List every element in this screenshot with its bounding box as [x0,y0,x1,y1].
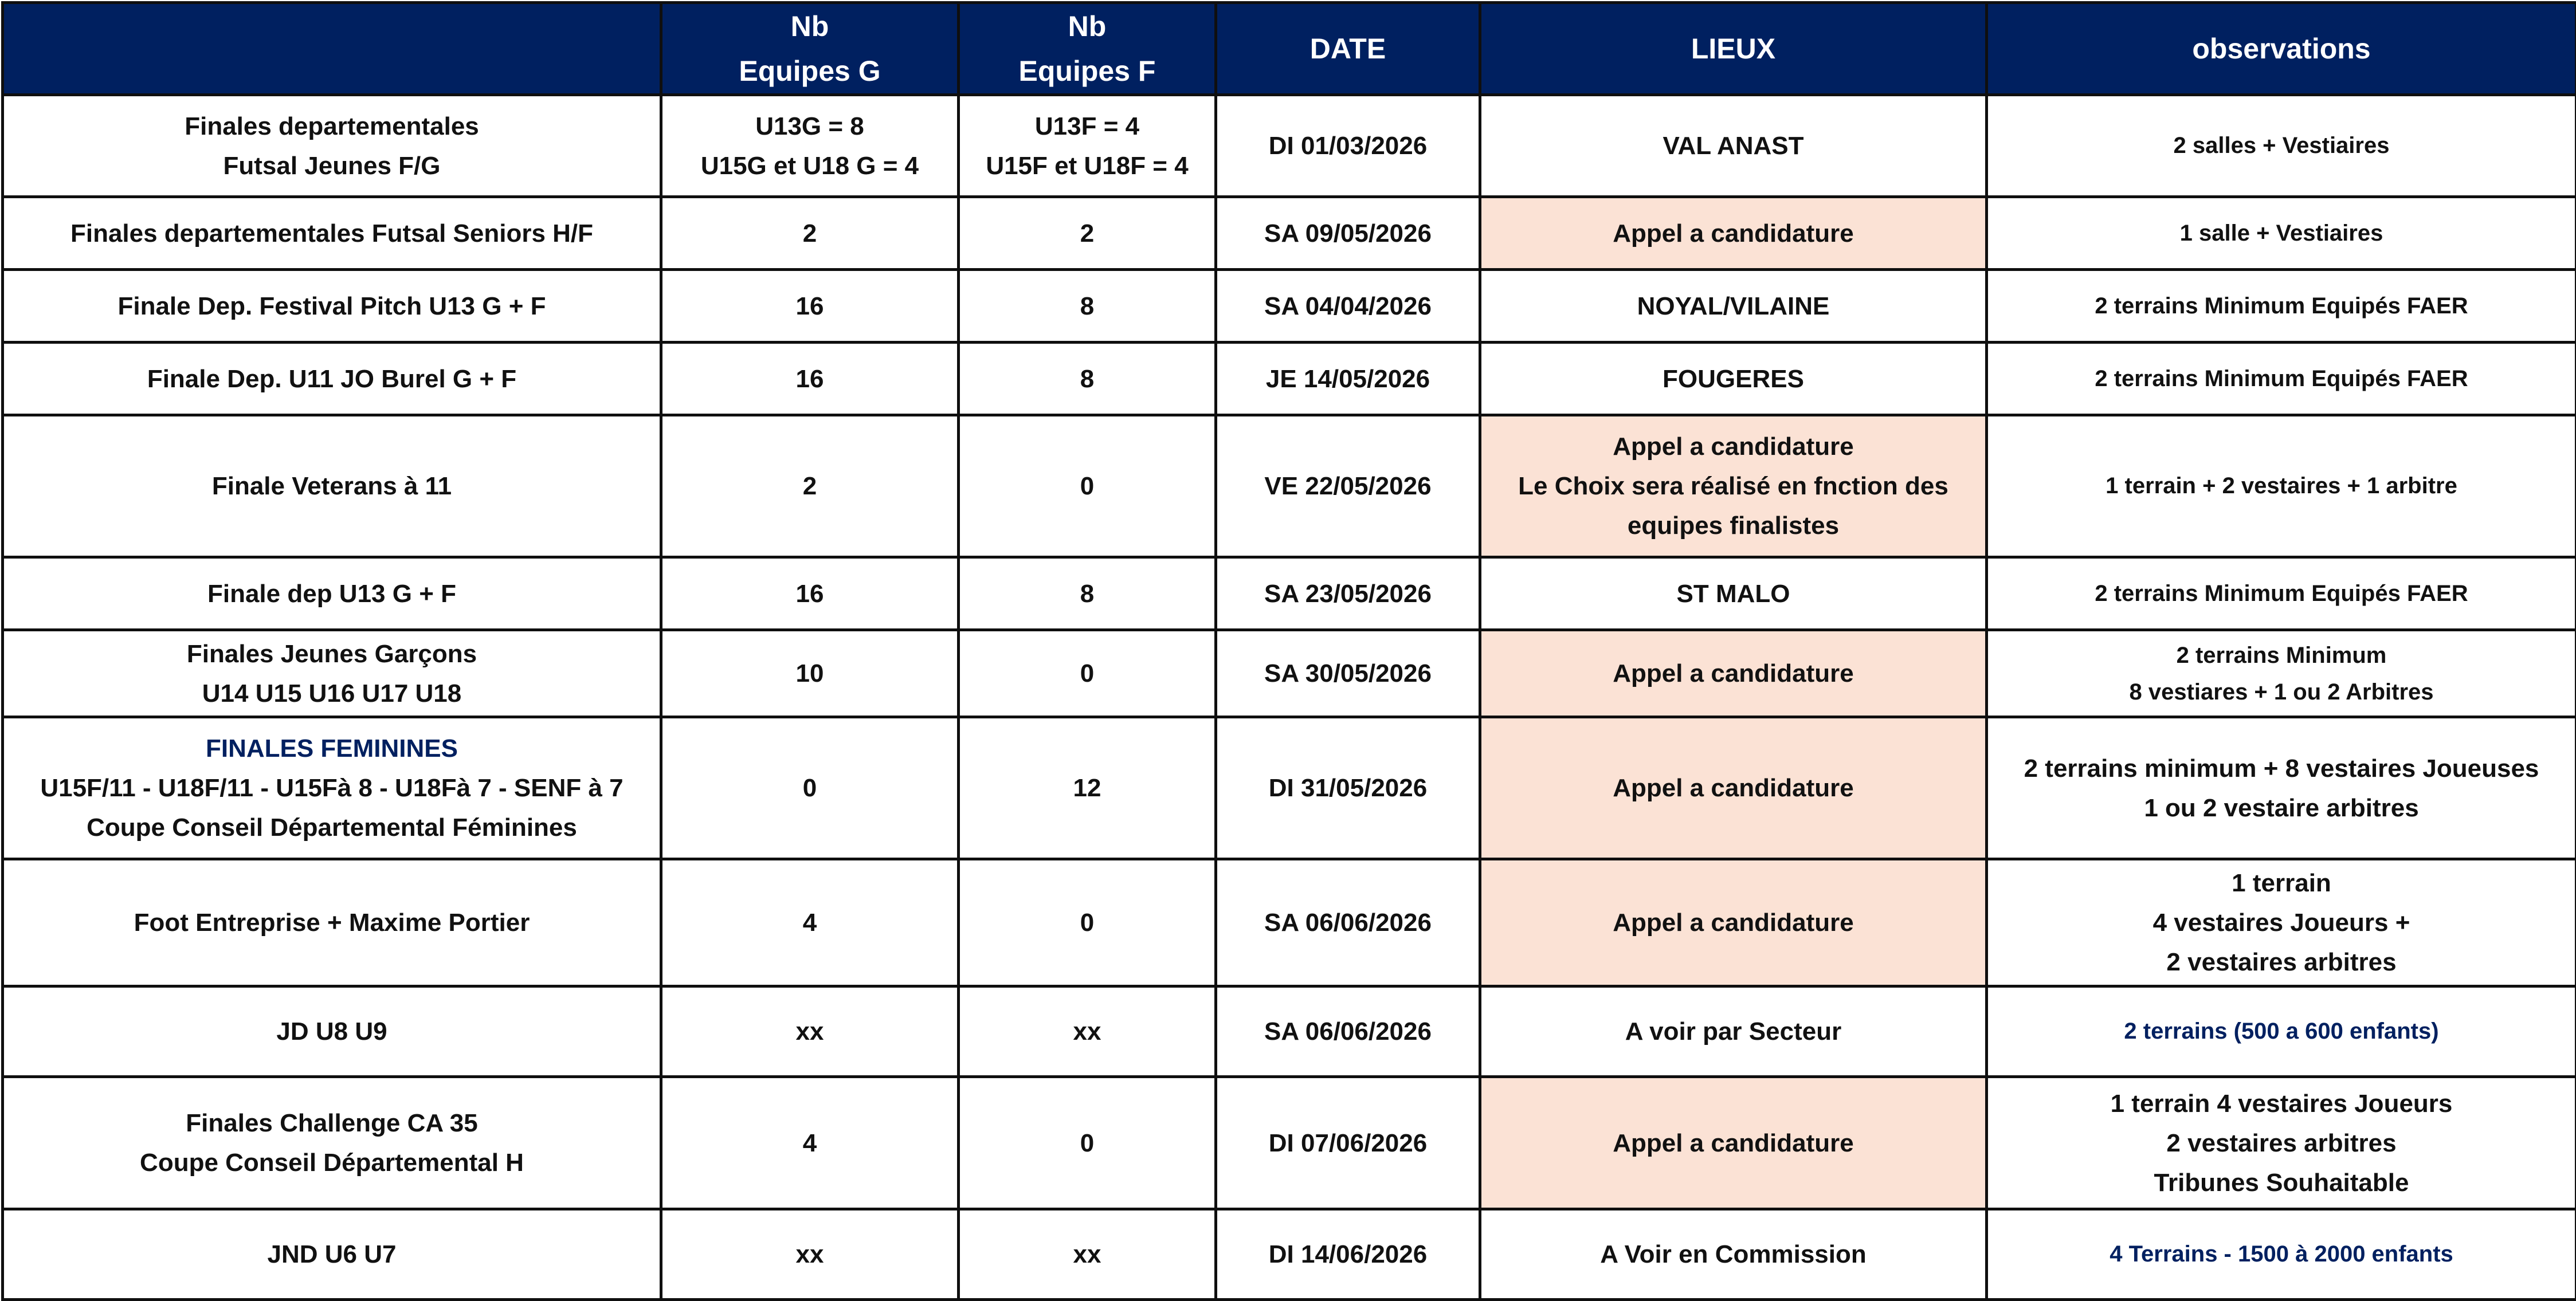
table-row [3,270,2576,343]
header-equipes-g [661,3,959,95]
lieux-cell [1480,270,1987,343]
observations-cell [1987,270,2576,343]
event-cell [3,197,661,270]
equipes-g-line: 4 [669,1123,950,1163]
lieux-line: NOYAL/VILAINE [1488,286,1978,326]
header-date: DATE [1216,3,1480,95]
equipes-f-line: xx [967,1235,1207,1274]
observations-line: 1 ou 2 vestaire arbitres [1995,788,2568,828]
event-cell [3,557,661,630]
observations-line: 2 salles + Vestiaires [1995,126,2568,166]
equipes-g-line: 4 [669,903,950,942]
event-line: FINALES FEMININES [11,729,653,768]
table-row [3,1077,2576,1209]
header-event [3,3,661,95]
equipes-f-line: 0 [967,654,1207,693]
equipes-g-line: U15G et U18 G = 4 [669,146,950,186]
header-equipes-g-line2: Equipes G [669,49,950,93]
lieux-line: FOUGERES [1488,359,1978,399]
equipes-f-line: U15F et U18F = 4 [967,146,1207,186]
event-line: JD U8 U9 [11,1012,653,1051]
date-cell: SA 23/05/2026 [1216,557,1480,630]
date-cell: SA 04/04/2026 [1216,270,1480,343]
lieux-cell [1480,1209,1987,1300]
lieux-cell [1480,717,1987,859]
lieux-line: Appel a candidature [1488,427,1978,466]
equipes-g-cell [661,197,959,270]
event-line: Finales Jeunes Garçons [11,634,653,674]
equipes-g-line: 0 [669,768,950,808]
lieux-cell [1480,343,1987,415]
event-cell [3,1209,661,1300]
lieux-cell [1480,95,1987,197]
date-cell: SA 09/05/2026 [1216,197,1480,270]
equipes-f-cell [959,717,1216,859]
lieux-cell [1480,415,1987,557]
event-line: Finale Dep. Festival Pitch U13 G + F [11,286,653,326]
event-line: Finales Challenge CA 35 [11,1103,653,1143]
equipes-g-cell [661,557,959,630]
event-line: Finales departementales Futsal Seniors H/F [11,214,653,253]
lieux-line: Appel a candidature [1488,768,1978,808]
equipes-f-cell [959,557,1216,630]
event-line: Finale dep U13 G + F [11,574,653,614]
event-line: Futsal Jeunes F/G [11,146,653,186]
equipes-g-cell [661,270,959,343]
equipes-f-cell [959,95,1216,197]
equipes-f-cell [959,630,1216,717]
lieux-cell [1480,197,1987,270]
equipes-g-cell [661,1077,959,1209]
equipes-f-cell [959,415,1216,557]
observations-cell [1987,343,2576,415]
equipes-f-cell [959,1209,1216,1300]
observations-cell [1987,630,2576,717]
lieux-cell [1480,630,1987,717]
equipes-f-line: 2 [967,214,1207,253]
equipes-f-line: 0 [967,466,1207,506]
observations-line: 4 vestaires Joueurs + [1995,903,2568,942]
event-line: Finales departementales [11,107,653,146]
observations-cell [1987,859,2576,986]
equipes-f-line: 12 [967,768,1207,808]
lieux-cell [1480,1077,1987,1209]
equipes-f-cell [959,859,1216,986]
observations-cell [1987,197,2576,270]
date-cell: DI 01/03/2026 [1216,95,1480,197]
table-row [3,859,2576,986]
date-cell: DI 31/05/2026 [1216,717,1480,859]
event-line: Finale Dep. U11 JO Burel G + F [11,359,653,399]
lieux-line: equipes finalistes [1488,506,1978,545]
lieux-line: Appel a candidature [1488,214,1978,253]
lieux-line: Le Choix sera réalisé en fnction des [1488,466,1978,506]
observations-cell [1987,986,2576,1077]
equipes-g-line: 16 [669,574,950,614]
lieux-line: Appel a candidature [1488,654,1978,693]
equipes-f-line: 0 [967,903,1207,942]
event-line: Coupe Conseil Départemental H [11,1143,653,1182]
date-cell: VE 22/05/2026 [1216,415,1480,557]
event-cell [3,270,661,343]
table-row [3,986,2576,1077]
lieux-line: Appel a candidature [1488,1123,1978,1163]
equipes-f-cell [959,343,1216,415]
observations-line: 1 salle + Vestiaires [1995,214,2568,253]
equipes-g-cell [661,343,959,415]
equipes-f-line: 8 [967,359,1207,399]
observations-line: 2 terrains Minimum Equipés FAER [1995,286,2568,326]
equipes-f-line: 0 [967,1123,1207,1163]
equipes-f-line: 8 [967,286,1207,326]
lieux-line: ST MALO [1488,574,1978,614]
header-row [3,3,2576,95]
event-cell [3,630,661,717]
observations-cell [1987,95,2576,197]
table-row [3,1209,2576,1300]
observations-line: 4 Terrains - 1500 à 2000 enfants [1995,1235,2568,1274]
event-line: Foot Entreprise + Maxime Portier [11,903,653,942]
equipes-g-line: 16 [669,286,950,326]
date-cell: SA 06/06/2026 [1216,986,1480,1077]
event-cell [3,415,661,557]
event-cell [3,859,661,986]
header-equipes-f-line2: Equipes F [967,49,1207,93]
header-equipes-f-line1: Nb [967,4,1207,49]
equipes-g-line: U13G = 8 [669,107,950,146]
header-observations: observations [1987,3,2576,95]
observations-line: 1 terrain 4 vestaires Joueurs [1995,1084,2568,1123]
date-cell: SA 06/06/2026 [1216,859,1480,986]
equipes-f-line: 8 [967,574,1207,614]
equipes-g-cell [661,630,959,717]
table-row [3,415,2576,557]
table-row [3,343,2576,415]
equipes-g-line: 2 [669,214,950,253]
event-line: U15F/11 - U18F/11 - U15Fà 8 - U18Fà 7 - SENF à 7 [11,768,653,808]
header-equipes-f [959,3,1216,95]
lieux-line: VAL ANAST [1488,126,1978,166]
observations-line: 8 vestiares + 1 ou 2 Arbitres [1995,674,2568,710]
lieux-line: A voir par Secteur [1488,1012,1978,1051]
event-line: JND U6 U7 [11,1235,653,1274]
equipes-f-line: U13F = 4 [967,107,1207,146]
equipes-g-line: 10 [669,654,950,693]
equipes-g-cell [661,95,959,197]
observations-line: 2 vestaires arbitres [1995,1123,2568,1163]
lieux-line: A Voir en Commission [1488,1235,1978,1274]
equipes-g-cell [661,1209,959,1300]
observations-cell [1987,1209,2576,1300]
table-row [3,630,2576,717]
table-row [3,197,2576,270]
lieux-cell [1480,859,1987,986]
equipes-f-cell [959,1077,1216,1209]
equipes-g-line: 16 [669,359,950,399]
observations-cell [1987,557,2576,630]
observations-line: 1 terrain [1995,863,2568,903]
observations-line: 2 terrains (500 a 600 enfants) [1995,1012,2568,1051]
observations-line: 2 vestaires arbitres [1995,942,2568,982]
table-row [3,95,2576,197]
event-line: U14 U15 U16 U17 U18 [11,674,653,713]
equipes-g-line: 2 [669,466,950,506]
lieux-line: Appel a candidature [1488,903,1978,942]
date-cell: JE 14/05/2026 [1216,343,1480,415]
equipes-f-cell [959,270,1216,343]
observations-line: 2 terrains minimum + 8 vestaires Joueuses [1995,749,2568,788]
table-row [3,717,2576,859]
date-cell: DI 07/06/2026 [1216,1077,1480,1209]
event-cell [3,717,661,859]
observations-line: Tribunes Souhaitable [1995,1163,2568,1202]
equipes-g-cell [661,415,959,557]
event-cell [3,1077,661,1209]
equipes-g-cell [661,717,959,859]
table-row [3,557,2576,630]
event-line: Finale Veterans à 11 [11,466,653,506]
equipes-g-line: xx [669,1235,950,1274]
observations-cell [1987,717,2576,859]
equipes-f-line: xx [967,1012,1207,1051]
equipes-g-cell [661,986,959,1077]
observations-line: 2 terrains Minimum Equipés FAER [1995,574,2568,614]
date-cell: SA 30/05/2026 [1216,630,1480,717]
observations-line: 2 terrains Minimum [1995,637,2568,674]
observations-line: 2 terrains Minimum Equipés FAER [1995,359,2568,399]
observations-cell [1987,415,2576,557]
event-cell [3,343,661,415]
header-equipes-g-line1: Nb [669,4,950,49]
events-schedule-table [1,1,2576,1301]
event-cell [3,95,661,197]
equipes-g-cell [661,859,959,986]
date-cell: DI 14/06/2026 [1216,1209,1480,1300]
observations-line: 1 terrain + 2 vestaires + 1 arbitre [1995,466,2568,506]
observations-cell [1987,1077,2576,1209]
lieux-cell [1480,986,1987,1077]
event-cell [3,986,661,1077]
equipes-f-cell [959,197,1216,270]
lieux-cell [1480,557,1987,630]
equipes-g-line: xx [669,1012,950,1051]
equipes-f-cell [959,986,1216,1077]
header-lieux: LIEUX [1480,3,1987,95]
event-line: Coupe Conseil Départemental Féminines [11,808,653,847]
